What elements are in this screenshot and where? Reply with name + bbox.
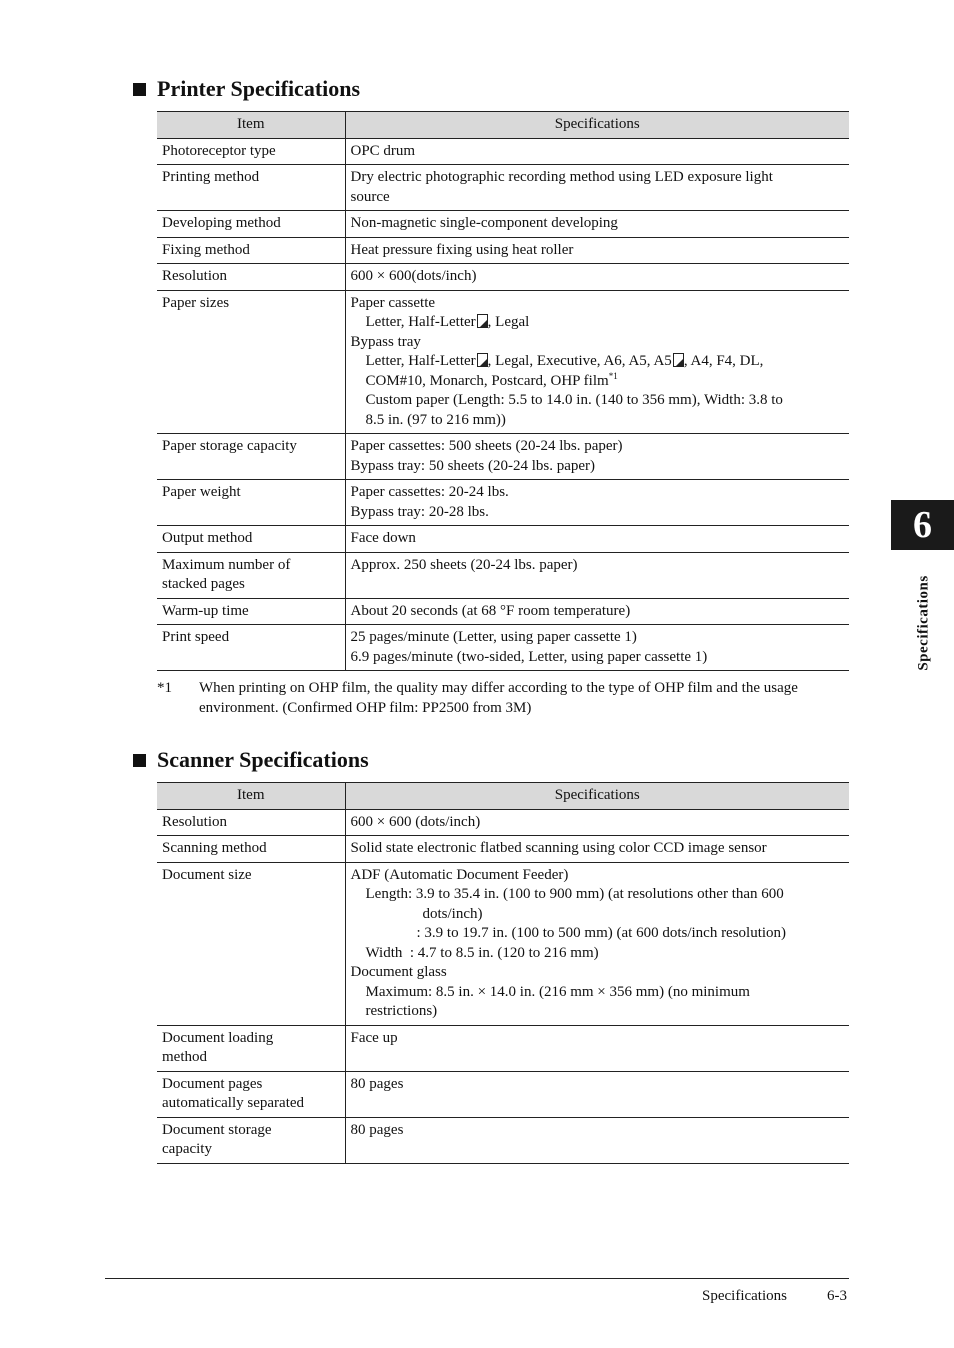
spec-line: source [350,188,390,205]
table-row [157,264,849,291]
landscape-feed-icon [477,314,488,328]
chapter-side-label: Specifications [915,575,932,671]
item-cell: Resolution [157,264,345,291]
footnote [157,678,849,718]
spec-line: Paper cassettes: 500 sheets (20-24 lbs. paper) [350,438,623,454]
spec-cell: 80 pages [345,1071,849,1117]
item-line: capacity [162,1141,212,1157]
printer-spec-table [157,111,849,671]
table-row [157,862,849,1025]
spec-text: Letter, Half-Letter [365,353,476,369]
item-cell [157,1071,345,1117]
table-header-row [157,783,849,810]
item-line: Document loading [162,1029,274,1046]
spec-cell: Non-magnetic single-component developing [345,211,849,238]
spec-cell [345,290,849,434]
column-header-item: Item [157,783,345,810]
spec-cell: 600 × 600 (dots/inch) [345,809,849,836]
table-row [157,211,849,238]
printer-spec-heading [133,76,360,102]
spec-text: , Legal, Executive, A6, A5, A5 [487,353,672,369]
spec-line: Bypass tray [350,333,421,350]
spec-line: dots/inch) [422,905,483,922]
item-cell: Output method [157,526,345,553]
item-line: Document pages [162,1075,263,1092]
spec-text: , Legal [487,314,530,330]
spec-line: ADF (Automatic Document Feeder) [350,866,569,883]
spec-line: Length: 3.9 to 35.4 in. (100 to 900 mm) (at resolutions other than 600 [365,886,784,902]
spec-cell: 80 pages [345,1117,849,1163]
footer-title: Specifications [702,1288,787,1304]
page-number: 6-3 [827,1288,847,1304]
spec-line: Paper cassettes: 20-24 lbs. [350,484,509,500]
spec-line [351,313,845,333]
spec-text: COM#10, Monarch, Postcard, OHP film [365,372,609,389]
spec-cell: Face up [345,1025,849,1071]
footnote-reference: *1 [608,370,618,381]
scanner-spec-table [157,782,849,1164]
spec-cell: 600 × 600(dots/inch) [345,264,849,291]
item-cell [157,1117,345,1163]
spec-cell: About 20 seconds (at 68 °F room temperature) [345,598,849,625]
table-row [157,138,849,165]
spec-line [351,352,845,372]
table-header-row [157,112,849,139]
scanner-spec-heading-text: Scanner Specifications [157,747,369,772]
square-bullet-icon [133,754,146,767]
spec-cell: OPC drum [345,138,849,165]
spec-text: , A4, F4, DL, [683,353,764,369]
table-row [157,434,849,480]
item-cell: Printing method [157,165,345,211]
table-row [157,480,849,526]
column-header-specifications: Specifications [345,783,849,810]
spec-line: Maximum: 8.5 in. × 14.0 in. (216 mm × 356 mm) (no minimum [365,983,750,1000]
item-cell [157,1025,345,1071]
item-cell: Scanning method [157,836,345,863]
item-cell: Paper weight [157,480,345,526]
item-cell: Document size [157,862,345,1025]
footnote-text: When printing on OHP film, the quality may differ according to the type of OHP film and the usage environment. (Confirmed OHP film: PP2500 from 3M) [199,680,798,716]
item-cell: Paper sizes [157,290,345,434]
spec-cell: Solid state electronic flatbed scanning using color CCD image sensor [345,836,849,863]
item-line: method [162,1049,207,1065]
table-row [157,1025,849,1071]
item-cell: Photoreceptor type [157,138,345,165]
table-row [157,526,849,553]
spec-line: Bypass tray: 20-28 lbs. [350,503,489,520]
printer-spec-heading-text: Printer Specifications [157,76,361,101]
spec-cell [345,625,849,671]
spec-line: 25 pages/minute (Letter, using paper cassette 1) [350,629,637,645]
spec-cell [345,480,849,526]
spec-line: restrictions) [365,1003,438,1019]
spec-cell [345,165,849,211]
spec-line: Paper cassette [350,294,436,311]
item-cell: Fixing method [157,237,345,264]
table-row [157,598,849,625]
table-row [157,290,849,434]
item-cell: Resolution [157,809,345,836]
chapter-tab: 6 [891,500,954,550]
table-row [157,237,849,264]
spec-cell [345,434,849,480]
spec-line: Dry electric photographic recording method using LED exposure light [350,169,773,185]
footer-rule [105,1278,849,1279]
table-row [157,1071,849,1117]
spec-line: : 3.9 to 19.7 in. (100 to 500 mm) (at 600 dots/inch resolution) [416,925,787,941]
spec-line [351,372,845,392]
item-line: stacked pages [162,576,245,592]
footnote-mark: *1 [157,680,172,696]
column-header-item: Item [157,112,345,139]
spec-line: Custom paper (Length: 5.5 to 14.0 in. (140 to 356 mm), Width: 3.8 to [365,392,783,408]
scanner-spec-heading [133,747,369,773]
spec-line: 6.9 pages/minute (two-sided, Letter, using paper cassette 1) [350,648,708,665]
table-row [157,165,849,211]
item-line: Maximum number of [162,556,291,573]
column-header-specifications: Specifications [345,112,849,139]
landscape-feed-icon [673,353,684,367]
item-line: automatically separated [162,1095,305,1111]
item-cell: Warm-up time [157,598,345,625]
spec-line: Document glass [350,964,447,980]
table-row [157,809,849,836]
table-row [157,1117,849,1163]
spec-cell: Approx. 250 sheets (20-24 lbs. paper) [345,552,849,598]
spec-line: Bypass tray: 50 sheets (20-24 lbs. paper) [350,457,596,474]
item-cell [157,552,345,598]
spec-cell [345,862,849,1025]
item-cell: Print speed [157,625,345,671]
table-row [157,836,849,863]
spec-cell: Face down [345,526,849,553]
square-bullet-icon [133,83,146,96]
spec-text: Letter, Half-Letter [365,314,476,330]
spec-line: 8.5 in. (97 to 216 mm)) [365,411,506,428]
landscape-feed-icon [477,353,488,367]
spec-cell: Heat pressure fixing using heat roller [345,237,849,264]
table-row [157,625,849,671]
item-cell: Paper storage capacity [157,434,345,480]
item-line: Document storage [162,1121,272,1138]
item-cell: Developing method [157,211,345,238]
table-row [157,552,849,598]
spec-line: Width : 4.7 to 8.5 in. (120 to 216 mm) [365,944,599,961]
